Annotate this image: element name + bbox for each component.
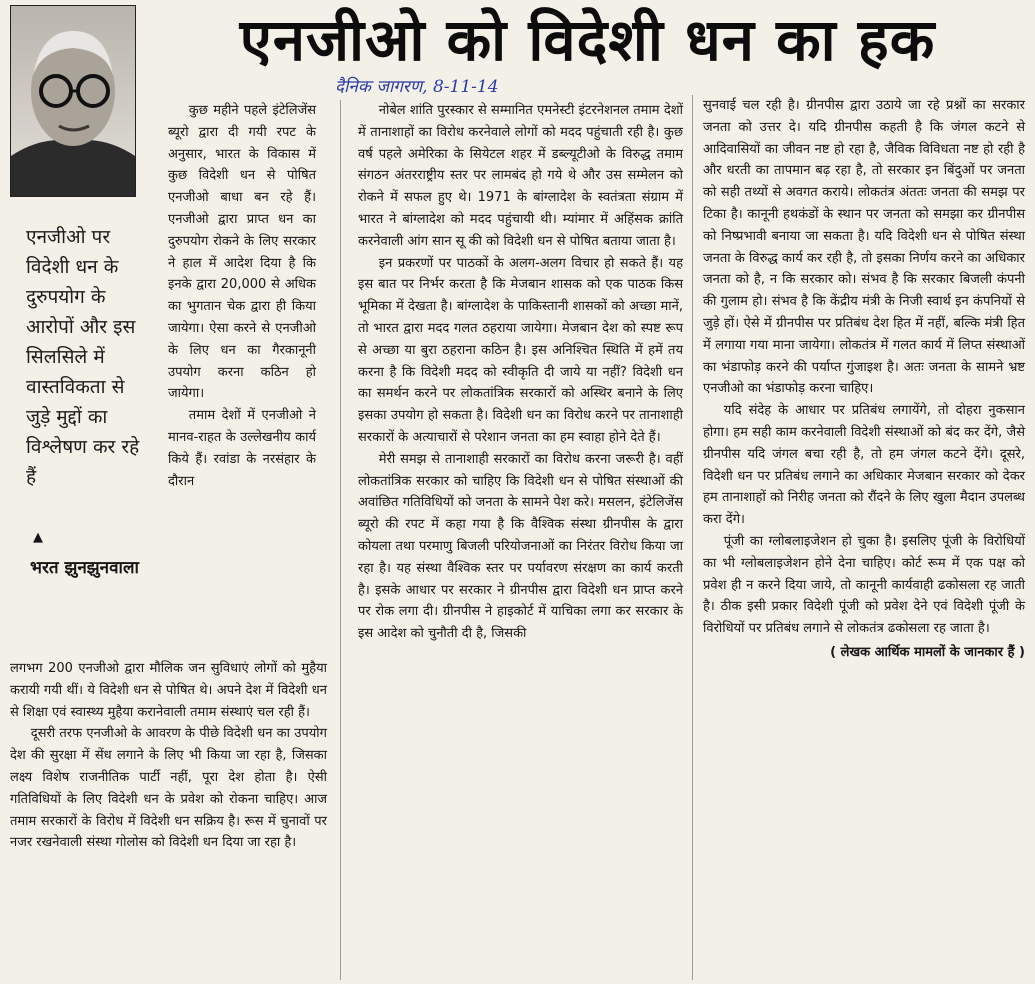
- column-3: [703, 95, 1025, 664]
- paragraph: मेरी समझ से तानाशाही सरकारों का विरोध करना जरूरी है। वहीं लोकतांत्रिक सरकार को चाहिए कि विदेशी धन से पोषित संस्थाओं की अवांछित गतिविधियों को जनता के सामने पेश करे। मसलन, इंटेलिजेंस ब्यूरो की रपट में कहा गया है कि वैश्विक संस्था ग्रीनपीस के द्वारा कोयला तथा परमाणु बिजली परियोजनाओं का निरंतर विरोध किया जा रहा है। यह संस्था वैश्विक स्तर पर पर्यावरण संरक्षण का कार्य करती है। इसके आधार पर सरकार ने ग्रीनपीस द्वारा विदेशी धन प्राप्त करने पर रोक लगा दी। ग्रीनपीस ने हाइकोर्ट में याचिका लगा कर सरकार के इस आदेश को चुनौती दी है, जिसकी: [358, 451, 683, 642]
- handwritten-date-note: दैनिक जागरण, 8-11-14: [335, 77, 499, 97]
- paragraph: कुछ महीने पहले इंटेलिजेंस ब्यूरो द्वारा दी गयी रपट के अनुसार, भारत के विकास में कुछ विदेशी धन से पोषित एनजीओ बाधा बन रहे हैं। एनजीओ द्वारा प्राप्त धन का दुरुपयोग रोकने के लिए सरकार ने हाल में आदेश दिया है कि इनके द्वारा 20,000 से अधिक का भुगतान चेक द्वारा ही किया जायेगा। ऐसा करने से एनजीओ के लिए धन का गैरकानूनी उपयोग करना कठिन हो जायेगा।: [168, 103, 316, 402]
- author-byline: भरत झुनझुनवाला: [30, 558, 139, 578]
- paragraph: लगभग 200 एनजीओ द्वारा मौलिक जन सुविधाएं लोगों को मुहैया करायी गयी थीं। ये विदेशी धन से पोषित थे। अपने देश में विदेशी धन से शिक्षा एवं स्वास्थ्य मुहैया करानेवाली तमाम संस्थाएं चल रही हैं।: [10, 661, 327, 720]
- pull-quote: एनजीओ पर विदेशी धन के दुरुपयोग के आरोपों और इस सिलसिले में वास्तविकता से जुड़े मुद्दों का विश्लेषण कर रहे हैं: [26, 226, 140, 488]
- column-divider: [340, 100, 341, 980]
- paragraph: इन प्रकरणों पर पाठकों के अलग-अलग विचार हो सकते हैं। यह इस बात पर निर्भर करता है कि मेजबान शासक को एक पाठक किस भूमिका में देखता है। बांग्लादेश के पाकिस्तानी शासकों को अच्छा मानें, तो भारत द्वारा मदद गलत ठहराया जायेगा। मेजबान देश को स्पष्ट रूप से अच्छा या बुरा ठहराना कठिन है। इस अनिश्चित स्थिति में हमें तय करना है कि विदेशी मदद को स्वीकृति दी जाये या नहीं? विदेशी धन का समर्थन करने पर लोकतांत्रिक सरकारों को अस्थिर बनाने के लिए इसका उपयोग हो सकता है। विदेशी धन का विरोध करने पर तानाशाही सरकारों के अत्याचारों से परेशान जनता का हम स्वाहा होने देते हैं।: [358, 255, 683, 445]
- paragraph: यदि संदेह के आधार पर प्रतिबंध लगायेंगे, तो दोहरा नुकसान होगा। हम सही काम करनेवाली विदेशी संस्थाओं को बंद कर देंगे, जैसे ग्रीनपीस यदि जंगल बचा रही है, तो हम जंगल कटने देंगे। दूसरे, विदेशी धन पर प्रतिबंध लगाने का अधिकार मेजबान सरकार को देकर हम तानाशाहों को निरीह जनता को रौंदने के लिए खुला मैदान उपलब्ध करा देंगे।: [703, 403, 1025, 528]
- column-1: [168, 100, 316, 492]
- column-divider: [692, 95, 693, 980]
- byline-marker-icon: ▲: [33, 530, 43, 545]
- paragraph: नोबेल शांति पुरस्कार से सम्मानित एमनेस्टी इंटरनेशनल तमाम देशों में तानाशाहों का विरोध करनेवाले लोगों को मदद पहुंचाती रही है। कुछ वर्ष पहले अमेरिका के सियेटल शहर में डब्ल्यूटीओ के विरुद्ध तमाम संगठन अंतरराष्ट्रीय स्तर पर लामबंद हो गये थे और उस सम्मेलन को रोकने में सफल हुए थे। 1971 के बांग्लादेश के स्वतंत्रता संग्राम में भारत ने बांग्लादेश को मदद पहुंचायी थी। म्यांमार में अहिंसक क्रांति करनेवाली आंग सान सू की को विदेशी धन से पोषित बताया जाता है।: [358, 103, 683, 249]
- column-1-wide: [10, 658, 327, 854]
- column-2: [358, 100, 683, 645]
- paragraph: दूसरी तरफ एनजीओ के आवरण के पीछे विदेशी धन का उपयोग देश की सुरक्षा में सेंध लगाने के लिए भी किया जा रहा है, जिसका लक्ष्य विशेष राजनीतिक पार्टी नहीं, पूरा देश होता है। ऐसी गतिविधियों के लिए विदेशी धन के प्रवेश को रोकना चाहिए। आज तमाम सरकारों के विरोध में विदेशी धन सक्रिय है। रूस में चुनावों पर नजर रखनेवाली संस्था गोलोस को विदेशी धन दिया जा रहा है।: [10, 726, 327, 851]
- paragraph: पूंजी का ग्लोबलाइजेशन हो चुका है। इसलिए पूंजी के विरोधियों का भी ग्लोबलाइजेशन होने देना चाहिए। कोर्ट रूम में एक पक्ष को प्रवेश ही न करने दिया जाये, तो कानूनी कार्यवाही ढकोसला रह जाती है। ठीक इसी प्रकार विदेशी पूंजी को प्रवेश देने एवं विदेशी पूंजी के विरोधियों पर प्रतिबंध लगाने से लोकतंत्र ढकोसला रह जाता है।: [703, 533, 1025, 637]
- author-photo: [10, 5, 136, 197]
- paragraph: तमाम देशों में एनजीओ ने मानव-राहत के उल्लेखनीय कार्य किये हैं। रवांडा के नरसंहार के दौरान: [168, 408, 316, 489]
- article-headline: एनजीओ को विदेशी धन का हक: [239, 6, 936, 74]
- paragraph: सुनवाई चल रही है। ग्रीनपीस द्वारा उठाये जा रहे प्रश्नों का सरकार जनता को उत्तर दे। यदि ग्रीनपीस कहती है कि जंगल कटने से आदिवासियों का जीवन नष्ट हो रहा है, जैविक विविधता नष्ट हो रही है और धरती का तापमान बढ़ रहा है, तो सरकार इन बिंदुओं पर जनता को सही तथ्यों से अवगत कराये। लोकतंत्र अंततः जनता की समझ पर टिका है। कानूनी हथकंडों के स्थान पर जनता को समझा कर ग्रीनपीस को निष्प्रभावी बनाया जा सकता है। यदि विदेशी धन से पोषित संस्था जनता के विरुद्ध कार्य कर रही है, तो इसका निर्णय करने का अधिकार जनता को है, न कि सरकार को। संभव है कि सरकार बिजली कंपनी की गुलाम हो। संभव है कि केंद्रीय मंत्री के निजी स्वार्थ इन कंपनियों से जुड़े हों। ऐसे में ग्रीनपीस पर प्रतिबंध देश हित में नहीं, बल्कि मंत्री हित में लगाया गया माना जायेगा। लोकतंत्र में गलत कार्य में लिप्त संस्थाओं का भंडाफोड़ करने की पर्याप्त गुंजाइश है। अतः जनता के सामने भ्रष्ट एनजीओ का भंडाफोड़ करना चाहिए।: [703, 98, 1025, 397]
- author-note: ( लेखक आर्थिक मामलों के जानकार हैं ): [830, 644, 1025, 660]
- author-portrait-image: [11, 6, 135, 196]
